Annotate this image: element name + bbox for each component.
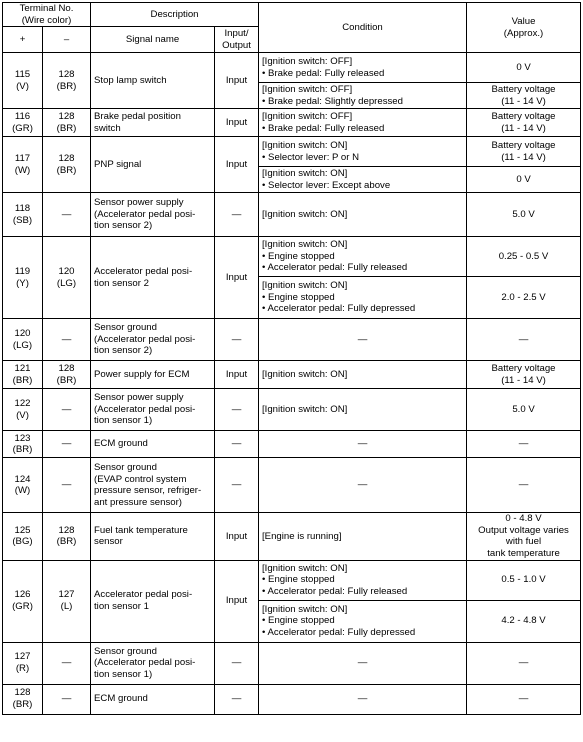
terminal-minus: —	[43, 431, 91, 458]
signal-name: ECM ground	[91, 431, 215, 458]
header-input-output: Input/ Output	[215, 27, 259, 53]
signal-name: Fuel tank temperature sensor	[91, 513, 215, 560]
value-cell: 5.0 V	[467, 389, 581, 431]
input-output: —	[215, 642, 259, 684]
table-row	[3, 560, 581, 600]
signal-name: Stop lamp switch	[91, 53, 215, 109]
terminal-plus: 117 (W)	[3, 137, 43, 193]
table-row	[3, 53, 581, 83]
terminal-minus: 120 (LG)	[43, 237, 91, 319]
condition-cell: [Ignition switch: ON] • Engine stopped • Accelerator pedal: Fully depressed	[259, 600, 467, 642]
table-row	[3, 431, 581, 458]
terminal-minus: 128 (BR)	[43, 53, 91, 109]
value-cell: 0 - 4.8 V Output voltage varies with fuel tank temperature	[467, 513, 581, 560]
signal-name: Accelerator pedal posi- tion sensor 1	[91, 560, 215, 642]
condition-cell: [Ignition switch: ON] • Selector lever: Except above	[259, 167, 467, 193]
input-output: —	[215, 319, 259, 361]
table-row	[3, 513, 581, 560]
terminal-minus: —	[43, 684, 91, 714]
terminal-minus: 127 (L)	[43, 560, 91, 642]
signal-name: Sensor power supply (Accelerator pedal posi- tion sensor 2)	[91, 193, 215, 237]
value-cell: 0.25 - 0.5 V	[467, 237, 581, 277]
table-row	[3, 319, 581, 361]
table-row	[3, 109, 581, 137]
input-output: Input	[215, 361, 259, 389]
input-output: Input	[215, 513, 259, 560]
condition-cell: [Ignition switch: ON] • Selector lever: P or N	[259, 137, 467, 167]
terminal-plus: 116 (GR)	[3, 109, 43, 137]
value-cell: Battery voltage (11 - 14 V)	[467, 137, 581, 167]
table-row	[3, 642, 581, 684]
value-cell: Battery voltage (11 - 14 V)	[467, 83, 581, 109]
header-plus: +	[3, 27, 43, 53]
terminal-plus: 118 (SB)	[3, 193, 43, 237]
input-output: Input	[215, 237, 259, 319]
terminal-plus: 128 (BR)	[3, 684, 43, 714]
table-row	[3, 193, 581, 237]
condition-cell: [Ignition switch: ON] • Engine stopped • Accelerator pedal: Fully released	[259, 560, 467, 600]
value-cell: 0 V	[467, 167, 581, 193]
header-signal-name: Signal name	[91, 27, 215, 53]
value-cell: 4.2 - 4.8 V	[467, 600, 581, 642]
signal-name: Power supply for ECM	[91, 361, 215, 389]
terminal-minus: 128 (BR)	[43, 137, 91, 193]
input-output: —	[215, 458, 259, 513]
input-output: Input	[215, 53, 259, 109]
signal-name: Accelerator pedal posi- tion sensor 2	[91, 237, 215, 319]
header-condition: Condition	[259, 3, 467, 53]
table-row	[3, 389, 581, 431]
terminal-plus: 124 (W)	[3, 458, 43, 513]
condition-cell: [Ignition switch: OFF] • Brake pedal: Slightly depressed	[259, 83, 467, 109]
table-header	[3, 3, 581, 53]
table-row	[3, 137, 581, 167]
header-terminal-no: Terminal No. (Wire color)	[3, 3, 91, 27]
input-output: —	[215, 389, 259, 431]
condition-cell: —	[259, 684, 467, 714]
signal-name: Sensor power supply (Accelerator pedal posi- tion sensor 1)	[91, 389, 215, 431]
value-cell: —	[467, 642, 581, 684]
header-value: Value (Approx.)	[467, 3, 581, 53]
value-cell: —	[467, 684, 581, 714]
terminal-plus: 127 (R)	[3, 642, 43, 684]
terminal-minus: —	[43, 389, 91, 431]
value-cell: 2.0 - 2.5 V	[467, 277, 581, 319]
condition-cell: —	[259, 319, 467, 361]
terminal-plus: 126 (GR)	[3, 560, 43, 642]
signal-name: PNP signal	[91, 137, 215, 193]
condition-cell: [Ignition switch: OFF] • Brake pedal: Fully released	[259, 53, 467, 83]
terminal-minus: 128 (BR)	[43, 361, 91, 389]
terminal-plus: 125 (BG)	[3, 513, 43, 560]
input-output: Input	[215, 109, 259, 137]
condition-cell: [Ignition switch: ON]	[259, 361, 467, 389]
signal-name: ECM ground	[91, 684, 215, 714]
terminal-minus: —	[43, 642, 91, 684]
condition-cell: —	[259, 431, 467, 458]
terminal-plus: 120 (LG)	[3, 319, 43, 361]
table-body	[3, 53, 581, 714]
input-output: Input	[215, 137, 259, 193]
condition-cell: —	[259, 458, 467, 513]
condition-cell: [Ignition switch: ON]	[259, 389, 467, 431]
terminal-plus: 119 (Y)	[3, 237, 43, 319]
terminal-minus: 128 (BR)	[43, 513, 91, 560]
terminal-minus: —	[43, 193, 91, 237]
terminal-minus: —	[43, 319, 91, 361]
header-description: Description	[91, 3, 259, 27]
signal-name: Sensor ground (EVAP control system pressure sensor, refriger- ant pressure sensor)	[91, 458, 215, 513]
condition-cell: [Ignition switch: ON] • Engine stopped • Accelerator pedal: Fully depressed	[259, 277, 467, 319]
terminal-plus: 121 (BR)	[3, 361, 43, 389]
terminal-minus: —	[43, 458, 91, 513]
condition-cell: [Ignition switch: ON]	[259, 193, 467, 237]
terminal-table	[2, 2, 581, 715]
condition-cell: [Ignition switch: ON] • Engine stopped • Accelerator pedal: Fully released	[259, 237, 467, 277]
value-cell: —	[467, 431, 581, 458]
value-cell: 5.0 V	[467, 193, 581, 237]
condition-cell: —	[259, 642, 467, 684]
terminal-plus: 123 (BR)	[3, 431, 43, 458]
table-row	[3, 458, 581, 513]
input-output: Input	[215, 560, 259, 642]
condition-cell: [Ignition switch: OFF] • Brake pedal: Fully released	[259, 109, 467, 137]
value-cell: Battery voltage (11 - 14 V)	[467, 361, 581, 389]
terminal-minus: 128 (BR)	[43, 109, 91, 137]
table-row	[3, 361, 581, 389]
value-cell: —	[467, 319, 581, 361]
input-output: —	[215, 431, 259, 458]
signal-name: Brake pedal position switch	[91, 109, 215, 137]
header-minus: –	[43, 27, 91, 53]
terminal-plus: 115 (V)	[3, 53, 43, 109]
terminal-plus: 122 (V)	[3, 389, 43, 431]
value-cell: 0.5 - 1.0 V	[467, 560, 581, 600]
table-row	[3, 684, 581, 714]
value-cell: Battery voltage (11 - 14 V)	[467, 109, 581, 137]
condition-cell: [Engine is running]	[259, 513, 467, 560]
signal-name: Sensor ground (Accelerator pedal posi- tion sensor 2)	[91, 319, 215, 361]
input-output: —	[215, 193, 259, 237]
table-row	[3, 237, 581, 277]
input-output: —	[215, 684, 259, 714]
value-cell: —	[467, 458, 581, 513]
signal-name: Sensor ground (Accelerator pedal posi- tion sensor 1)	[91, 642, 215, 684]
value-cell: 0 V	[467, 53, 581, 83]
